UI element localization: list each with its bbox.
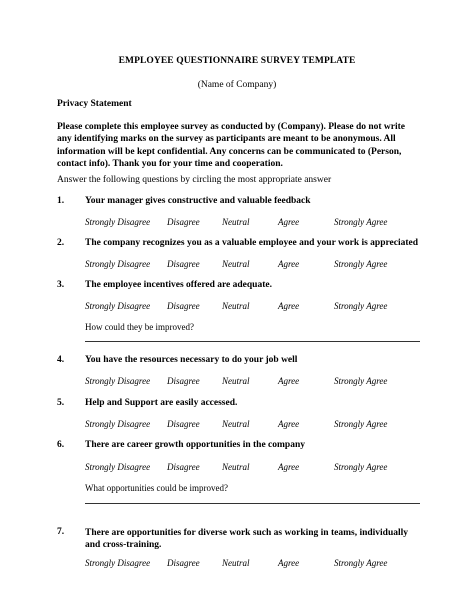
answer-line[interactable]	[85, 503, 420, 504]
option-strongly-disagree[interactable]: Strongly Disagree	[85, 376, 151, 386]
option-neutral[interactable]: Neutral	[222, 558, 250, 568]
option-disagree[interactable]: Disagree	[167, 558, 200, 568]
option-disagree[interactable]: Disagree	[167, 376, 200, 386]
question-text: There are opportunities for diverse work such as working in teams, individually and cross-training.	[85, 528, 409, 551]
option-strongly-disagree[interactable]: Strongly Disagree	[85, 259, 151, 269]
option-strongly-agree[interactable]: Strongly Agree	[334, 376, 388, 386]
follow-up-question: What opportunities could be improved?	[85, 483, 228, 493]
option-strongly-agree[interactable]: Strongly Agree	[334, 301, 388, 311]
company-name: (Name of Company)	[197, 80, 277, 90]
option-strongly-agree[interactable]: Strongly Agree	[334, 217, 388, 227]
question-text: Help and Support are easily accessed.	[85, 398, 238, 408]
option-strongly-disagree[interactable]: Strongly Disagree	[85, 419, 151, 429]
option-disagree[interactable]: Disagree	[167, 217, 200, 227]
question-number: 1.	[57, 196, 65, 206]
question-text: The company recognizes you as a valuable employee and your work is appreciated	[85, 238, 419, 248]
instructions: Answer the following questions by circling the most appropriate answer	[57, 175, 332, 185]
option-disagree[interactable]: Disagree	[167, 462, 200, 472]
option-disagree[interactable]: Disagree	[167, 419, 200, 429]
option-disagree[interactable]: Disagree	[167, 259, 200, 269]
option-agree[interactable]: Agree	[278, 259, 300, 269]
option-agree[interactable]: Agree	[278, 558, 300, 568]
option-strongly-disagree[interactable]: Strongly Disagree	[85, 217, 151, 227]
option-agree[interactable]: Agree	[278, 301, 300, 311]
option-neutral[interactable]: Neutral	[222, 376, 250, 386]
option-neutral[interactable]: Neutral	[222, 419, 250, 429]
question-number: 7.	[57, 527, 65, 537]
option-strongly-disagree[interactable]: Strongly Disagree	[85, 558, 151, 568]
option-strongly-disagree[interactable]: Strongly Disagree	[85, 462, 151, 472]
option-strongly-agree[interactable]: Strongly Agree	[334, 259, 388, 269]
option-neutral[interactable]: Neutral	[222, 301, 250, 311]
option-strongly-disagree[interactable]: Strongly Disagree	[85, 301, 151, 311]
option-strongly-agree[interactable]: Strongly Agree	[334, 558, 388, 568]
option-agree[interactable]: Agree	[278, 462, 300, 472]
question-text: You have the resources necessary to do your job well	[85, 355, 298, 365]
privacy-heading: Privacy Statement	[57, 99, 132, 109]
page-title: EMPLOYEE QUESTIONNAIRE SURVEY TEMPLATE	[118, 56, 356, 66]
question-number: 6.	[57, 440, 65, 450]
option-neutral[interactable]: Neutral	[222, 462, 250, 472]
option-strongly-agree[interactable]: Strongly Agree	[334, 462, 388, 472]
option-strongly-agree[interactable]: Strongly Agree	[334, 419, 388, 429]
question-text: There are career growth opportunities in the company	[85, 440, 305, 450]
option-agree[interactable]: Agree	[278, 376, 300, 386]
question-number: 2.	[57, 238, 65, 248]
question-number: 5.	[57, 398, 65, 408]
question-number: 3.	[57, 280, 65, 290]
option-neutral[interactable]: Neutral	[222, 217, 250, 227]
question-number: 4.	[57, 355, 65, 365]
option-disagree[interactable]: Disagree	[167, 301, 200, 311]
option-agree[interactable]: Agree	[278, 419, 300, 429]
answer-line[interactable]	[85, 341, 420, 342]
question-text: The employee incentives offered are adequate.	[85, 280, 272, 290]
option-neutral[interactable]: Neutral	[222, 259, 250, 269]
question-text: Your manager gives constructive and valuable feedback	[85, 196, 311, 206]
privacy-text: Please complete this employee survey as conducted by (Company). Please do not write any identifying marks on the survey as participants are meant to be anonymous. All information will be kept confidential. Any concerns can be communicated to (Person, contact info). Thank you for your time and cooperation.	[57, 122, 406, 169]
option-agree[interactable]: Agree	[278, 217, 300, 227]
follow-up-question: How could they be improved?	[85, 322, 194, 332]
